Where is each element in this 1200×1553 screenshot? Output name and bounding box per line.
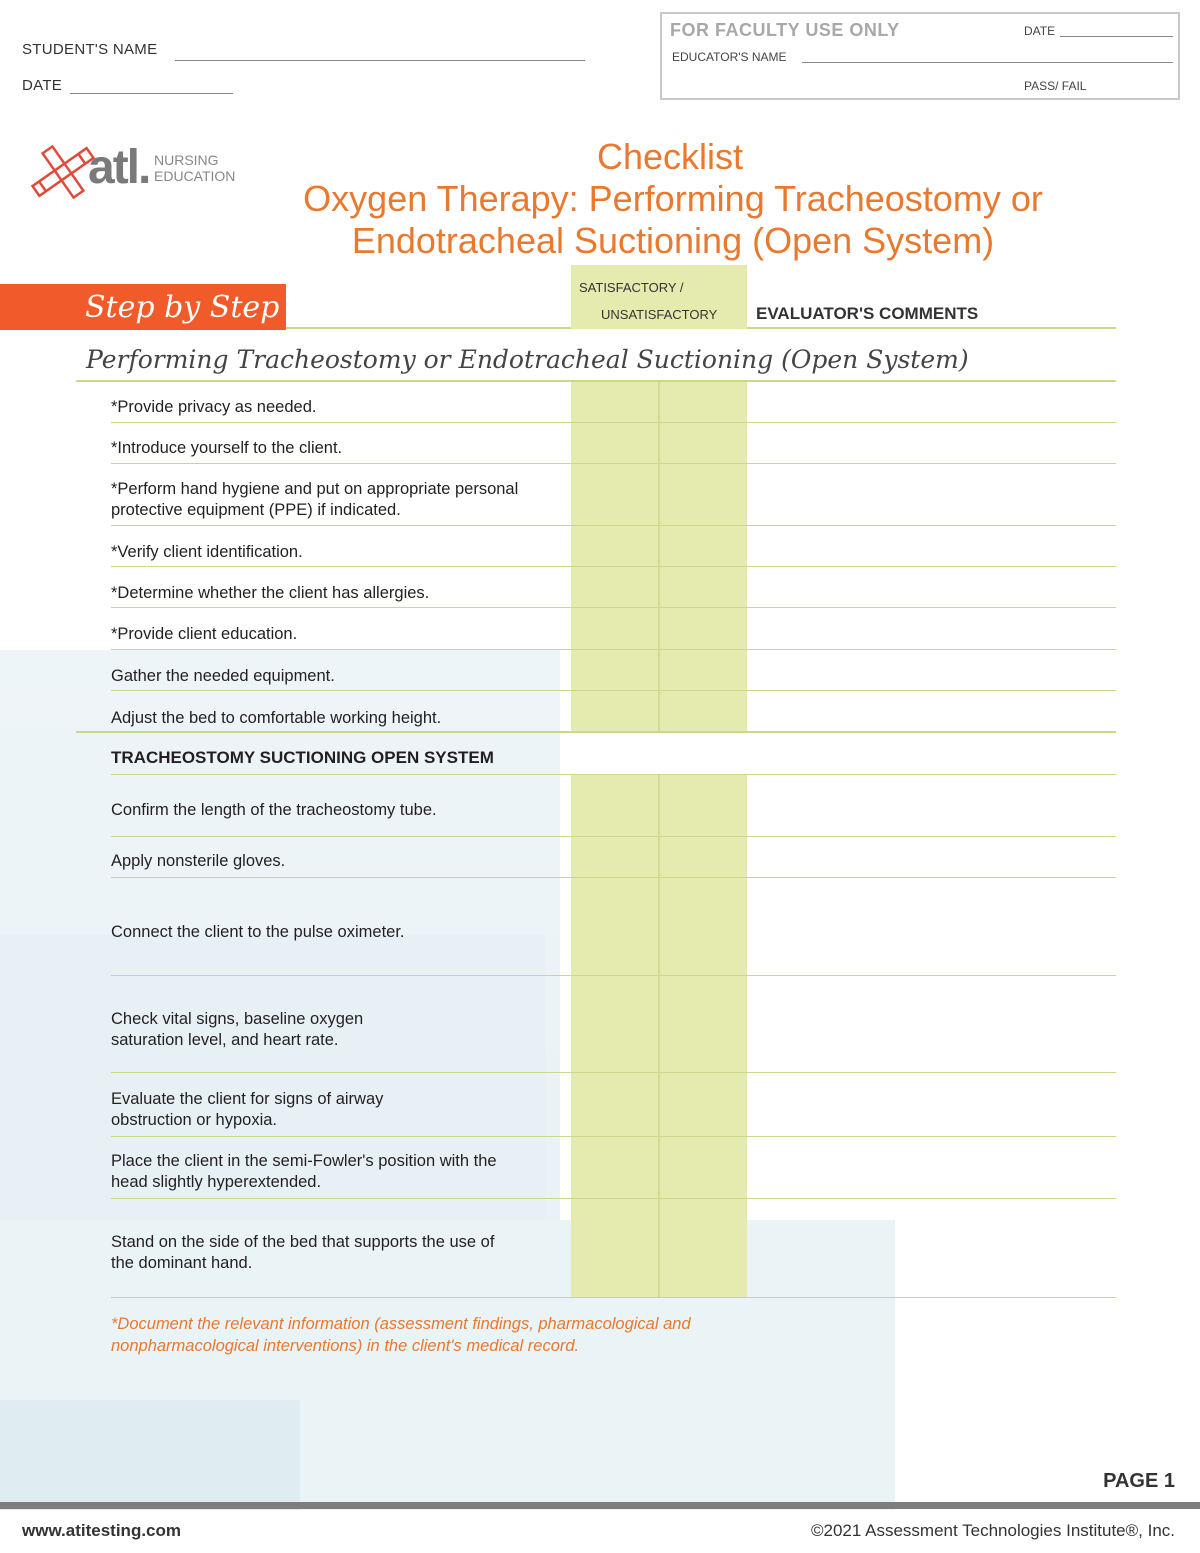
student-date-field[interactable]	[70, 93, 233, 94]
logo-line-1: NURSING	[154, 152, 219, 168]
step-text: Adjust the bed to comfortable working height.	[111, 709, 442, 727]
step-text: Confirm the length of the tracheostomy tube.	[111, 801, 437, 819]
checklist-row	[111, 691, 1116, 731]
checklist-row	[111, 464, 1116, 526]
logo-brand: atl.	[88, 141, 150, 194]
footer-copyright: ©2021 Assessment Technologies Institute®, Inc.	[811, 1521, 1175, 1540]
checklist-row	[111, 878, 1116, 976]
step-text: Apply nonsterile gloves.	[111, 852, 286, 870]
checklist-title: Checklist	[596, 136, 744, 177]
checklist-row	[111, 382, 1116, 423]
checklist-row	[111, 775, 1116, 837]
checklist-row	[111, 526, 1116, 567]
student-name-field[interactable]	[175, 60, 585, 61]
subsection-row	[111, 733, 1116, 775]
step-text: Check vital signs, baseline oxygen saturation level, and heart rate.	[111, 1010, 364, 1049]
satisfactory-label: SATISFACTORY /	[579, 280, 684, 295]
background-tint	[0, 1400, 300, 1510]
checklist-row	[111, 608, 1116, 650]
footer-bar	[0, 1502, 1200, 1509]
unsatisfactory-label: UNSATISFACTORY	[601, 307, 718, 322]
step-text: Place the client in the semi-Fowler's position with the head slightly hyperextended.	[111, 1152, 497, 1191]
documentation-note: *Document the relevant information (assessment findings, pharmacological and nonpharmacological interventions) in the client's medical record.	[111, 1315, 691, 1355]
step-by-step-label: Step by Step	[85, 290, 280, 325]
step-text: Stand on the side of the bed that supports the use of the dominant hand.	[111, 1233, 495, 1272]
faculty-box	[660, 12, 1180, 100]
educator-name-field[interactable]	[802, 62, 1173, 63]
checklist-row	[111, 650, 1116, 691]
step-text: *Perform hand hygiene and put on appropriate personal protective equipment (PPE) if indicated.	[111, 480, 519, 519]
step-text: *Verify client identification.	[111, 543, 303, 561]
subsection-title: TRACHEOSTOMY SUCTIONING OPEN SYSTEM	[111, 748, 494, 767]
checklist-row	[111, 1073, 1116, 1137]
faculty-date-label: DATE	[1024, 24, 1056, 38]
checklist-row	[111, 837, 1116, 878]
page-title	[258, 178, 1088, 262]
student-name-label: STUDENT'S NAME	[22, 41, 158, 58]
checklist-row	[111, 423, 1116, 464]
checklist-row	[111, 1199, 1116, 1298]
checklist-row	[111, 1137, 1116, 1199]
educator-name-label: EDUCATOR'S NAME	[672, 50, 787, 64]
checklist-row	[111, 976, 1116, 1073]
step-text: Evaluate the client for signs of airway obstruction or hypoxia.	[111, 1090, 384, 1129]
step-text: *Determine whether the client has allergies.	[111, 584, 430, 602]
logo-line-2: EDUCATION	[154, 168, 236, 184]
evaluator-comments-label: EVALUATOR'S COMMENTS	[756, 304, 979, 323]
student-date-label: DATE	[22, 77, 63, 94]
page-number: PAGE 1	[1103, 1470, 1175, 1492]
step-text: Gather the needed equipment.	[111, 667, 335, 685]
step-text: *Provide client education.	[111, 625, 298, 643]
page-title-line-1: Oxygen Therapy: Performing Tracheostomy or	[303, 178, 1043, 219]
step-text: Connect the client to the pulse oximeter.	[111, 923, 405, 941]
faculty-title: FOR FACULTY USE ONLY	[670, 20, 900, 40]
step-text: *Introduce yourself to the client.	[111, 439, 343, 457]
section-title: Performing Tracheostomy or Endotracheal Suctioning (Open System)	[86, 345, 969, 374]
faculty-date-field[interactable]	[1060, 36, 1173, 37]
page-title-line-2: Endotracheal Suctioning (Open System)	[351, 220, 995, 261]
pass-fail-label: PASS/ FAIL	[1024, 79, 1087, 93]
footer-website[interactable]: www.atitesting.com	[22, 1521, 182, 1540]
checklist-row	[111, 567, 1116, 608]
step-text: *Provide privacy as needed.	[111, 398, 317, 416]
